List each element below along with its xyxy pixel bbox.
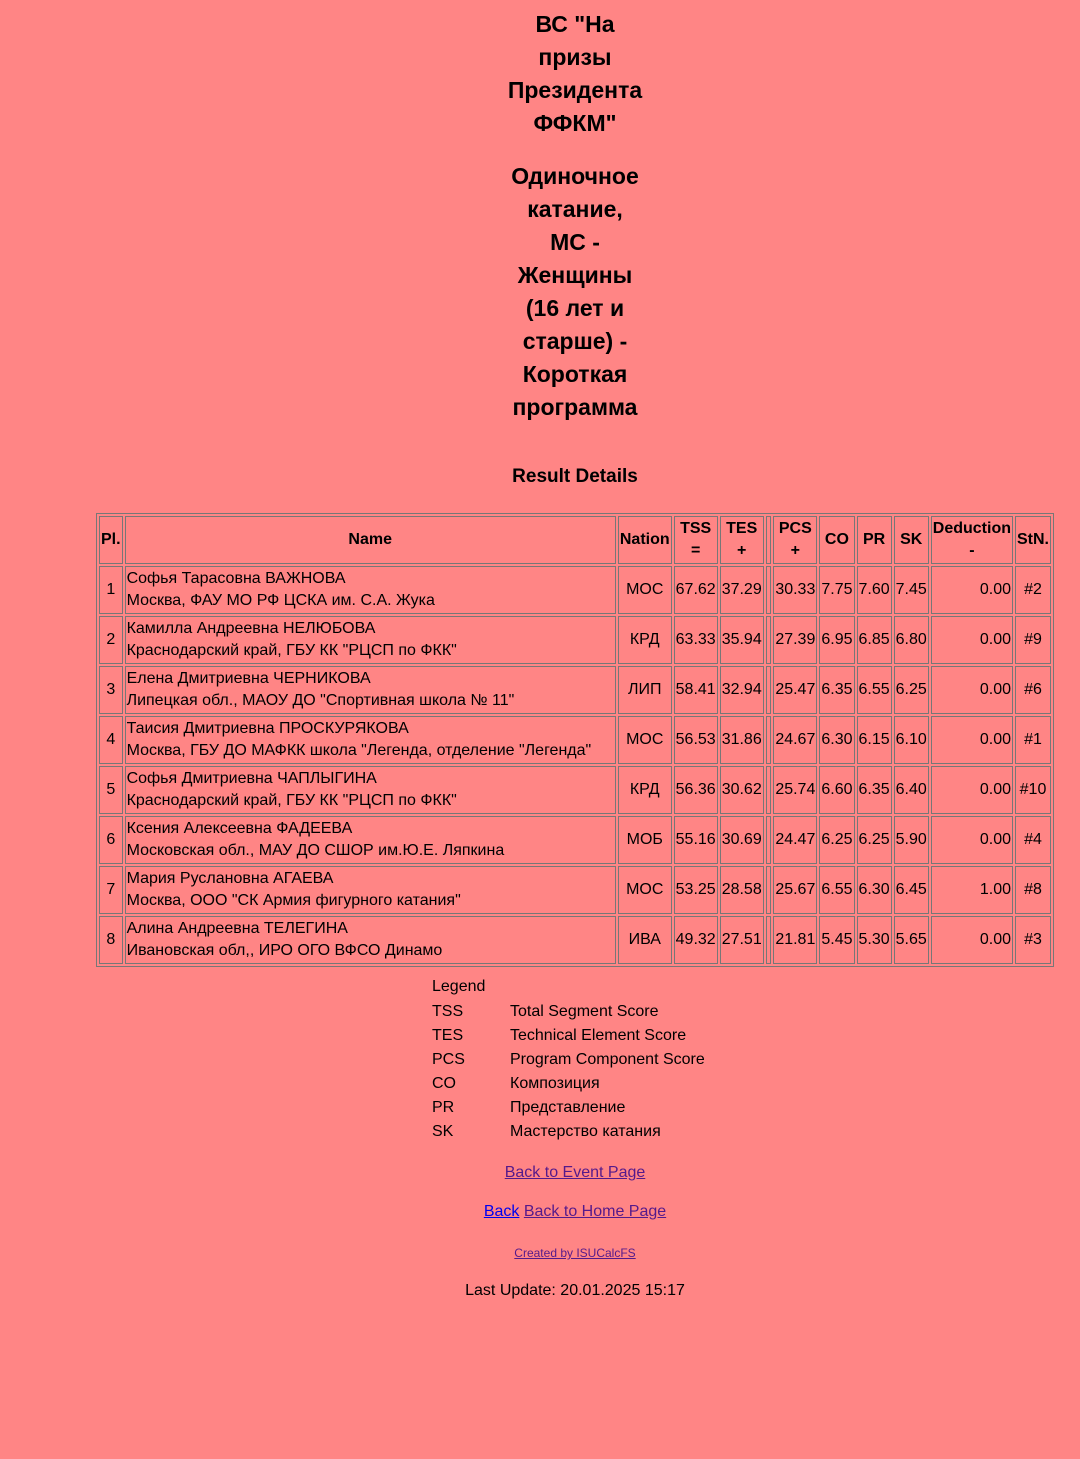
header-tss-op: = [690, 542, 701, 559]
cell-sk: 6.45 [894, 866, 929, 914]
cell-tes: 30.69 [720, 816, 764, 864]
cell-spacer [766, 866, 772, 914]
cell-nation: МОС [618, 716, 672, 764]
legend-description: Мастерство катания [510, 1123, 661, 1140]
header-tss [674, 516, 718, 564]
cell-place: 4 [99, 716, 123, 764]
header-pcs-op: + [790, 542, 800, 559]
home-link-row [0, 1203, 1080, 1221]
cell-tes: 32.94 [720, 666, 764, 714]
header-deduction [931, 516, 1013, 564]
event-name-line: Президента [507, 77, 643, 103]
legend-description: Total Segment Score [510, 1003, 659, 1020]
cell-spacer [766, 816, 772, 864]
cell-place: 2 [99, 616, 123, 664]
event-name-line: призы [538, 44, 612, 70]
cell-pr: 6.55 [857, 666, 892, 714]
cell-co: 6.95 [819, 616, 854, 664]
category-line: МС - [550, 229, 600, 255]
created-by-link[interactable]: Created by ISUCalcFS [514, 1246, 636, 1260]
header-tes-op: + [737, 542, 747, 559]
skater-club: Липецкая обл., МАОУ ДО "Спортивная школа № 11" [126, 692, 515, 709]
cell-deduction: 0.00 [931, 716, 1013, 764]
cell-tss: 55.16 [674, 816, 718, 864]
cell-nation: КРД [618, 616, 672, 664]
legend-description: Technical Element Score [510, 1027, 687, 1044]
cell-pcs: 25.74 [773, 766, 817, 814]
cell-pr: 6.15 [857, 716, 892, 764]
skater-club: Краснодарский край, ГБУ КК "РЦСП по ФКК" [126, 642, 457, 659]
category-name [475, 160, 675, 424]
cell-name [125, 666, 616, 714]
cell-co: 6.60 [819, 766, 854, 814]
skater-name: Елена Дмитриевна ЧЕРНИКОВА [126, 670, 371, 687]
table-row [99, 916, 1051, 964]
skater-name: Таисия Дмитриевна ПРОСКУРЯКОВА [126, 720, 409, 737]
legend-description: Представление [510, 1099, 626, 1116]
cell-tes: 27.51 [720, 916, 764, 964]
cell-nation: МОС [618, 566, 672, 614]
cell-sk: 5.90 [894, 816, 929, 864]
cell-start-number: #2 [1015, 566, 1051, 614]
event-name-line: ФФКМ" [533, 110, 617, 136]
cell-tss: 63.33 [674, 616, 718, 664]
header-deduction-label: Deduction [932, 520, 1011, 537]
header-pl: Pl. [99, 516, 123, 564]
legend-abbr: TES [432, 1027, 464, 1044]
results-body [99, 566, 1051, 964]
legend-item [432, 1072, 705, 1096]
legend-item [432, 1048, 705, 1072]
cell-co: 6.25 [819, 816, 854, 864]
cell-co: 7.75 [819, 566, 854, 614]
cell-sk: 6.40 [894, 766, 929, 814]
cell-pcs: 24.47 [773, 816, 817, 864]
skater-name: Алина Андреевна ТЕЛЕГИНА [126, 920, 348, 937]
cell-name [125, 616, 616, 664]
cell-tes: 28.58 [720, 866, 764, 914]
category-line: старше) - [522, 328, 628, 354]
cell-place: 7 [99, 866, 123, 914]
cell-start-number: #10 [1015, 766, 1051, 814]
cell-pr: 6.25 [857, 816, 892, 864]
header-tes-label: TES [726, 520, 758, 537]
legend-abbr: CO [432, 1075, 456, 1092]
category-line: (16 лет и [525, 295, 625, 321]
cell-name [125, 916, 616, 964]
cell-pr: 6.35 [857, 766, 892, 814]
category-line: катание, [527, 196, 623, 222]
cell-name [125, 766, 616, 814]
cell-start-number: #6 [1015, 666, 1051, 714]
legend-abbr: SK [432, 1123, 454, 1140]
cell-pr: 6.85 [857, 616, 892, 664]
skater-name: Софья Тарасовна ВАЖНОВА [126, 570, 346, 587]
cell-name [125, 866, 616, 914]
header-tss-label: TSS [680, 520, 712, 537]
skater-name: Камилла Андреевна НЕЛЮБОВА [126, 620, 376, 637]
cell-tss: 56.36 [674, 766, 718, 814]
cell-start-number: #3 [1015, 916, 1051, 964]
cell-pcs: 25.67 [773, 866, 817, 914]
cell-pcs: 27.39 [773, 616, 817, 664]
category-line: Женщины [517, 262, 633, 288]
cell-co: 6.55 [819, 866, 854, 914]
legend-abbr: TSS [432, 1003, 464, 1020]
header-deduction-op: - [969, 542, 975, 559]
cell-start-number: #8 [1015, 866, 1051, 914]
cell-spacer [766, 716, 772, 764]
cell-sk: 5.65 [894, 916, 929, 964]
cell-place: 1 [99, 566, 123, 614]
legend-item [432, 1024, 705, 1048]
cell-tss: 53.25 [674, 866, 718, 914]
header-pcs [773, 516, 817, 564]
cell-tes: 37.29 [720, 566, 764, 614]
cell-sk: 7.45 [894, 566, 929, 614]
cell-name [125, 816, 616, 864]
cell-tes: 35.94 [720, 616, 764, 664]
header-nation: Nation [618, 516, 672, 564]
cell-tes: 30.62 [720, 766, 764, 814]
credit-row [0, 1246, 1080, 1260]
skater-name: Ксения Алексеевна ФАДЕЕВА [126, 820, 353, 837]
cell-deduction: 0.00 [931, 616, 1013, 664]
cell-nation: МОБ [618, 816, 672, 864]
event-name [475, 8, 675, 140]
legend-title: Legend [432, 978, 486, 995]
category-line: Короткая [522, 361, 628, 387]
legend-item [432, 1120, 705, 1144]
header-name: Name [125, 516, 616, 564]
header-pr: PR [857, 516, 892, 564]
cell-pcs: 30.33 [773, 566, 817, 614]
table-row [99, 866, 1051, 914]
cell-deduction: 0.00 [931, 766, 1013, 814]
cell-co: 5.45 [819, 916, 854, 964]
legend-abbr: PCS [432, 1051, 465, 1068]
event-link-row [0, 1164, 1080, 1182]
cell-place: 8 [99, 916, 123, 964]
cell-tss: 58.41 [674, 666, 718, 714]
cell-deduction: 0.00 [931, 566, 1013, 614]
cell-name [125, 566, 616, 614]
last-update: Last Update: 20.01.2025 15:17 [465, 1282, 685, 1299]
header-spacer [766, 516, 772, 564]
cell-pr: 5.30 [857, 916, 892, 964]
cell-nation: ЛИП [618, 666, 672, 714]
header-sk: SK [894, 516, 929, 564]
table-header-row [99, 516, 1051, 564]
cell-pcs: 24.67 [773, 716, 817, 764]
cell-start-number: #1 [1015, 716, 1051, 764]
cell-nation: МОС [618, 866, 672, 914]
header-stn: StN. [1015, 516, 1051, 564]
event-name-line: ВС "На [535, 11, 615, 37]
cell-tes: 31.86 [720, 716, 764, 764]
event-title [475, 8, 675, 444]
skater-club: Москва, ФАУ МО РФ ЦСКА им. С.А. Жука [126, 592, 435, 609]
skater-name: Софья Дмитриевна ЧАПЛЫГИНА [126, 770, 377, 787]
cell-pr: 6.30 [857, 866, 892, 914]
cell-place: 3 [99, 666, 123, 714]
cell-nation: КРД [618, 766, 672, 814]
table-row [99, 566, 1051, 614]
cell-pr: 7.60 [857, 566, 892, 614]
skater-club: Ивановская обл,, ИРО ОГО ВФСО Динамо [126, 942, 443, 959]
back-link[interactable]: Back [483, 1203, 520, 1220]
category-line: программа [512, 394, 638, 420]
cell-deduction: 0.00 [931, 816, 1013, 864]
cell-sk: 6.80 [894, 616, 929, 664]
cell-pcs: 25.47 [773, 666, 817, 714]
table-row [99, 716, 1051, 764]
table-row [99, 766, 1051, 814]
cell-sk: 6.25 [894, 666, 929, 714]
table-row [99, 616, 1051, 664]
table-row [99, 666, 1051, 714]
cell-deduction: 0.00 [931, 666, 1013, 714]
category-line: Одиночное [511, 163, 639, 189]
cell-sk: 6.10 [894, 716, 929, 764]
cell-tss: 56.53 [674, 716, 718, 764]
back-to-event-link[interactable]: Back to Event Page [504, 1164, 646, 1181]
cell-deduction: 0.00 [931, 916, 1013, 964]
header-tes [720, 516, 764, 564]
cell-spacer [766, 616, 772, 664]
legend-item [432, 1000, 705, 1024]
cell-nation: ИВА [618, 916, 672, 964]
cell-name [125, 716, 616, 764]
cell-tss: 67.62 [674, 566, 718, 614]
cell-co: 6.30 [819, 716, 854, 764]
legend-description: Композиция [510, 1075, 600, 1092]
results-table [96, 513, 1054, 967]
legend [432, 976, 705, 1144]
cell-spacer [766, 766, 772, 814]
cell-place: 6 [99, 816, 123, 864]
cell-deduction: 1.00 [931, 866, 1013, 914]
back-to-home-link[interactable]: Back to Home Page [523, 1203, 667, 1220]
header-co: CO [819, 516, 854, 564]
cell-tss: 49.32 [674, 916, 718, 964]
skater-club: Краснодарский край, ГБУ КК "РЦСП по ФКК" [126, 792, 457, 809]
cell-co: 6.35 [819, 666, 854, 714]
cell-place: 5 [99, 766, 123, 814]
skater-club: Москва, ГБУ ДО МАФКК школа "Легенда, отделение "Легенда" [126, 742, 592, 759]
header-pcs-label: PCS [778, 520, 812, 537]
legend-abbr: PR [432, 1099, 455, 1116]
cell-spacer [766, 666, 772, 714]
page-subtitle: Result Details [512, 466, 638, 487]
cell-spacer [766, 566, 772, 614]
cell-start-number: #9 [1015, 616, 1051, 664]
skater-club: Московская обл., МАУ ДО СШОР им.Ю.Е. Ляпкина [126, 842, 505, 859]
cell-start-number: #4 [1015, 816, 1051, 864]
legend-description: Program Component Score [510, 1051, 705, 1068]
cell-pcs: 21.81 [773, 916, 817, 964]
skater-club: Москва, ООО "СК Армия фигурного катания" [126, 892, 461, 909]
legend-table [432, 1000, 705, 1144]
table-row [99, 816, 1051, 864]
legend-item [432, 1096, 705, 1120]
cell-spacer [766, 916, 772, 964]
skater-name: Мария Руслановна АГАЕВА [126, 870, 334, 887]
